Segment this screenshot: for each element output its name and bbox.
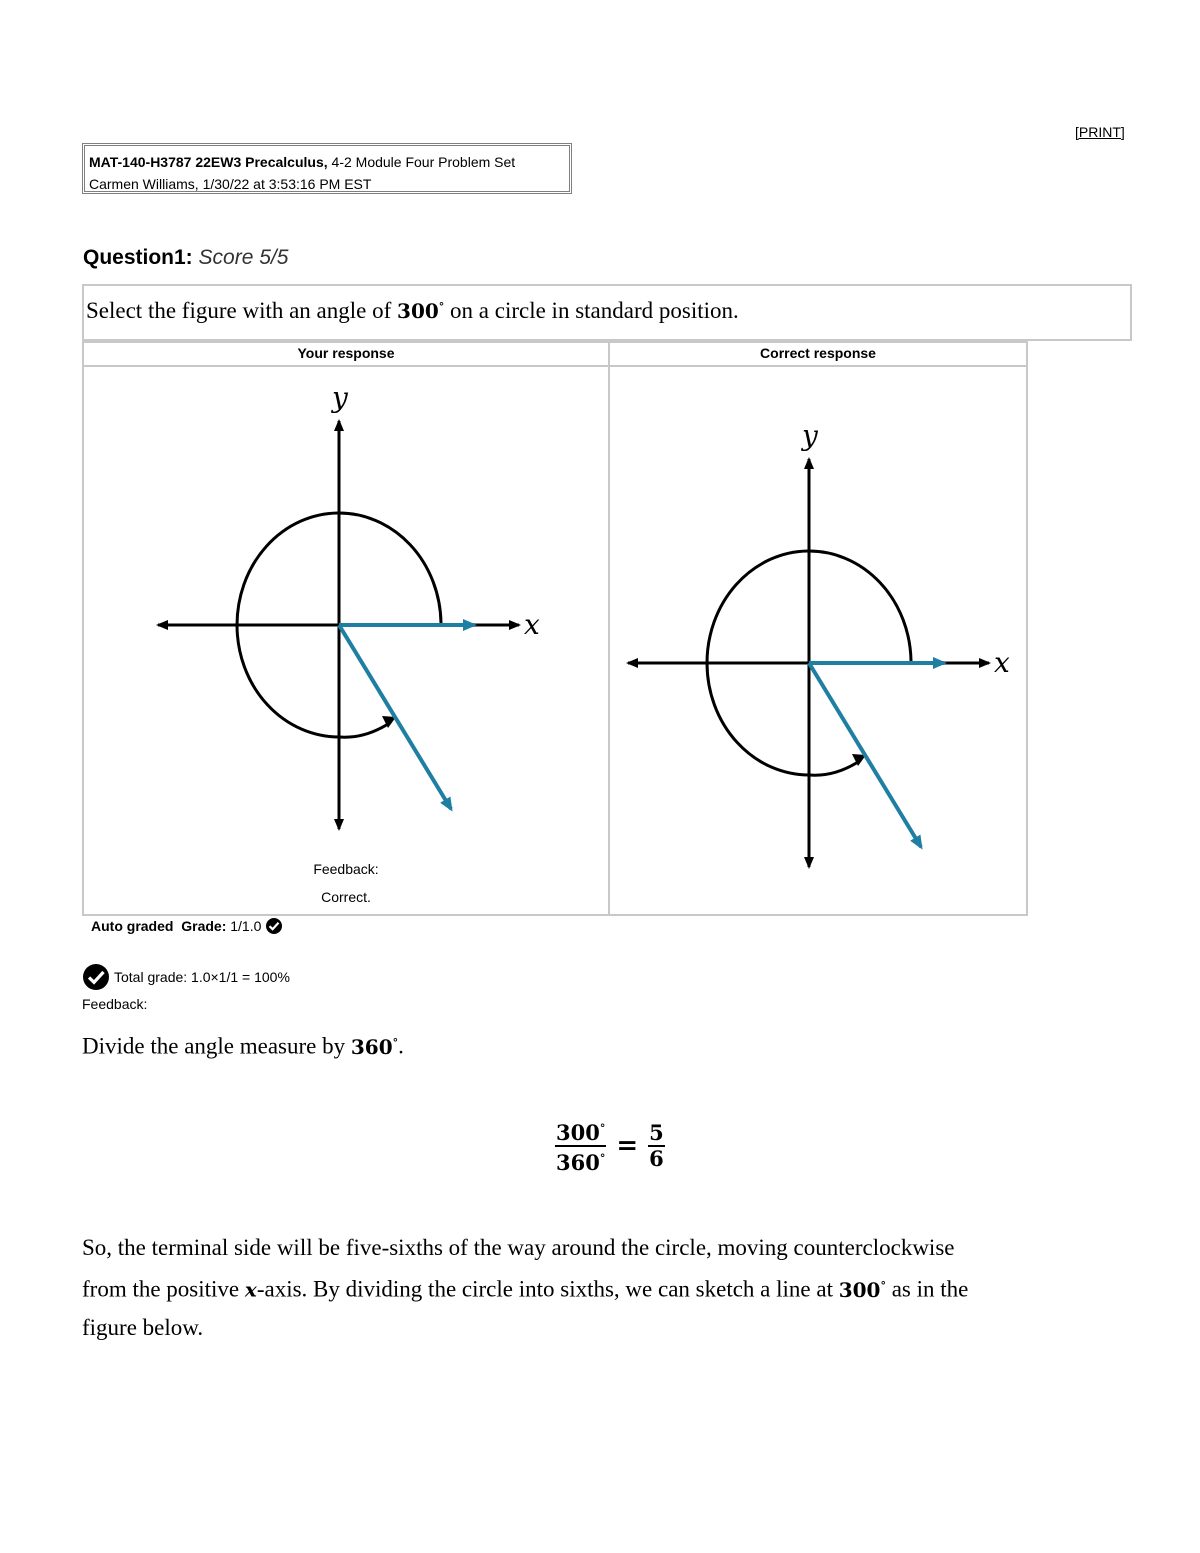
grade-label: Grade: — [181, 918, 227, 934]
prompt-text-before: Select the figure with an angle of — [86, 298, 392, 323]
divide-instruction — [82, 1024, 404, 1066]
correct-response-header: Correct response — [760, 345, 876, 361]
prompt-angle: 300° — [397, 299, 445, 323]
auto-graded-label: Auto graded — [91, 918, 174, 934]
equals-sign: = — [616, 1131, 639, 1161]
header-divider — [84, 365, 1026, 367]
column-divider — [608, 343, 610, 914]
your-response-figure[interactable] — [144, 383, 564, 843]
course-info-box — [82, 143, 572, 194]
question-label: Question1: — [83, 246, 193, 269]
divide-period: . — [398, 1033, 404, 1059]
explanation-paragraph — [82, 1229, 968, 1347]
x-axis-label: x — [524, 608, 540, 641]
course-title: MAT-140-H3787 22EW3 Precalculus, — [89, 154, 328, 170]
response-table — [82, 341, 1028, 916]
prompt-text-after: on a circle in standard position. — [450, 298, 739, 323]
paragraph-line-3: figure below. — [82, 1314, 204, 1340]
feedback-label: Feedback: — [313, 861, 379, 877]
grade-line — [91, 917, 283, 935]
correct-response-figure — [614, 421, 1034, 881]
x-axis-label: x — [994, 646, 1010, 679]
feedback-text: Correct. — [321, 889, 371, 905]
divide-value: 360° — [350, 1034, 399, 1059]
y-axis-label: y — [802, 421, 818, 452]
y-axis-label: y — [332, 383, 348, 414]
angle-fraction: $\frac{300^\circ}{360^\circ}$ — [555, 1117, 606, 1175]
paragraph-line-2: from the positive x-axis. By dividing the circle into sixths, we can sketch a line at 300° as in the — [82, 1276, 969, 1302]
paragraph-angle: 300° — [838, 1277, 886, 1302]
x-variable: x — [244, 1277, 257, 1302]
assignment-name: 4-2 Module Four Problem Set — [331, 154, 516, 170]
total-grade-text: Total grade: 1.0×1/1 = 100% — [114, 969, 290, 985]
question-score: Score 5/5 — [198, 246, 289, 269]
your-response-header: Your response — [297, 345, 395, 361]
grade-value: 1/1.0 — [230, 918, 262, 934]
paragraph-line-1: So, the terminal side will be five-sixths of the way around the circle, moving counterclockwise — [82, 1235, 955, 1260]
divide-text: Divide the angle measure by — [82, 1033, 346, 1059]
fraction-equation — [555, 1117, 665, 1175]
student-line: Carmen Williams, 1/30/22 at 3:53:16 PM EST — [89, 176, 372, 192]
course-title-line — [89, 151, 565, 173]
check-circle-icon — [82, 963, 110, 991]
terminal-side — [339, 625, 451, 809]
question-heading — [83, 246, 288, 270]
terminal-side — [809, 663, 921, 847]
print-link[interactable]: [PRINT] — [1075, 124, 1125, 140]
total-grade — [82, 963, 290, 991]
check-circle-icon — [265, 917, 283, 935]
general-feedback-label: Feedback: — [82, 996, 148, 1012]
question-prompt — [82, 284, 1132, 341]
result-fraction: $\frac{5}{6}$ — [649, 1120, 664, 1171]
